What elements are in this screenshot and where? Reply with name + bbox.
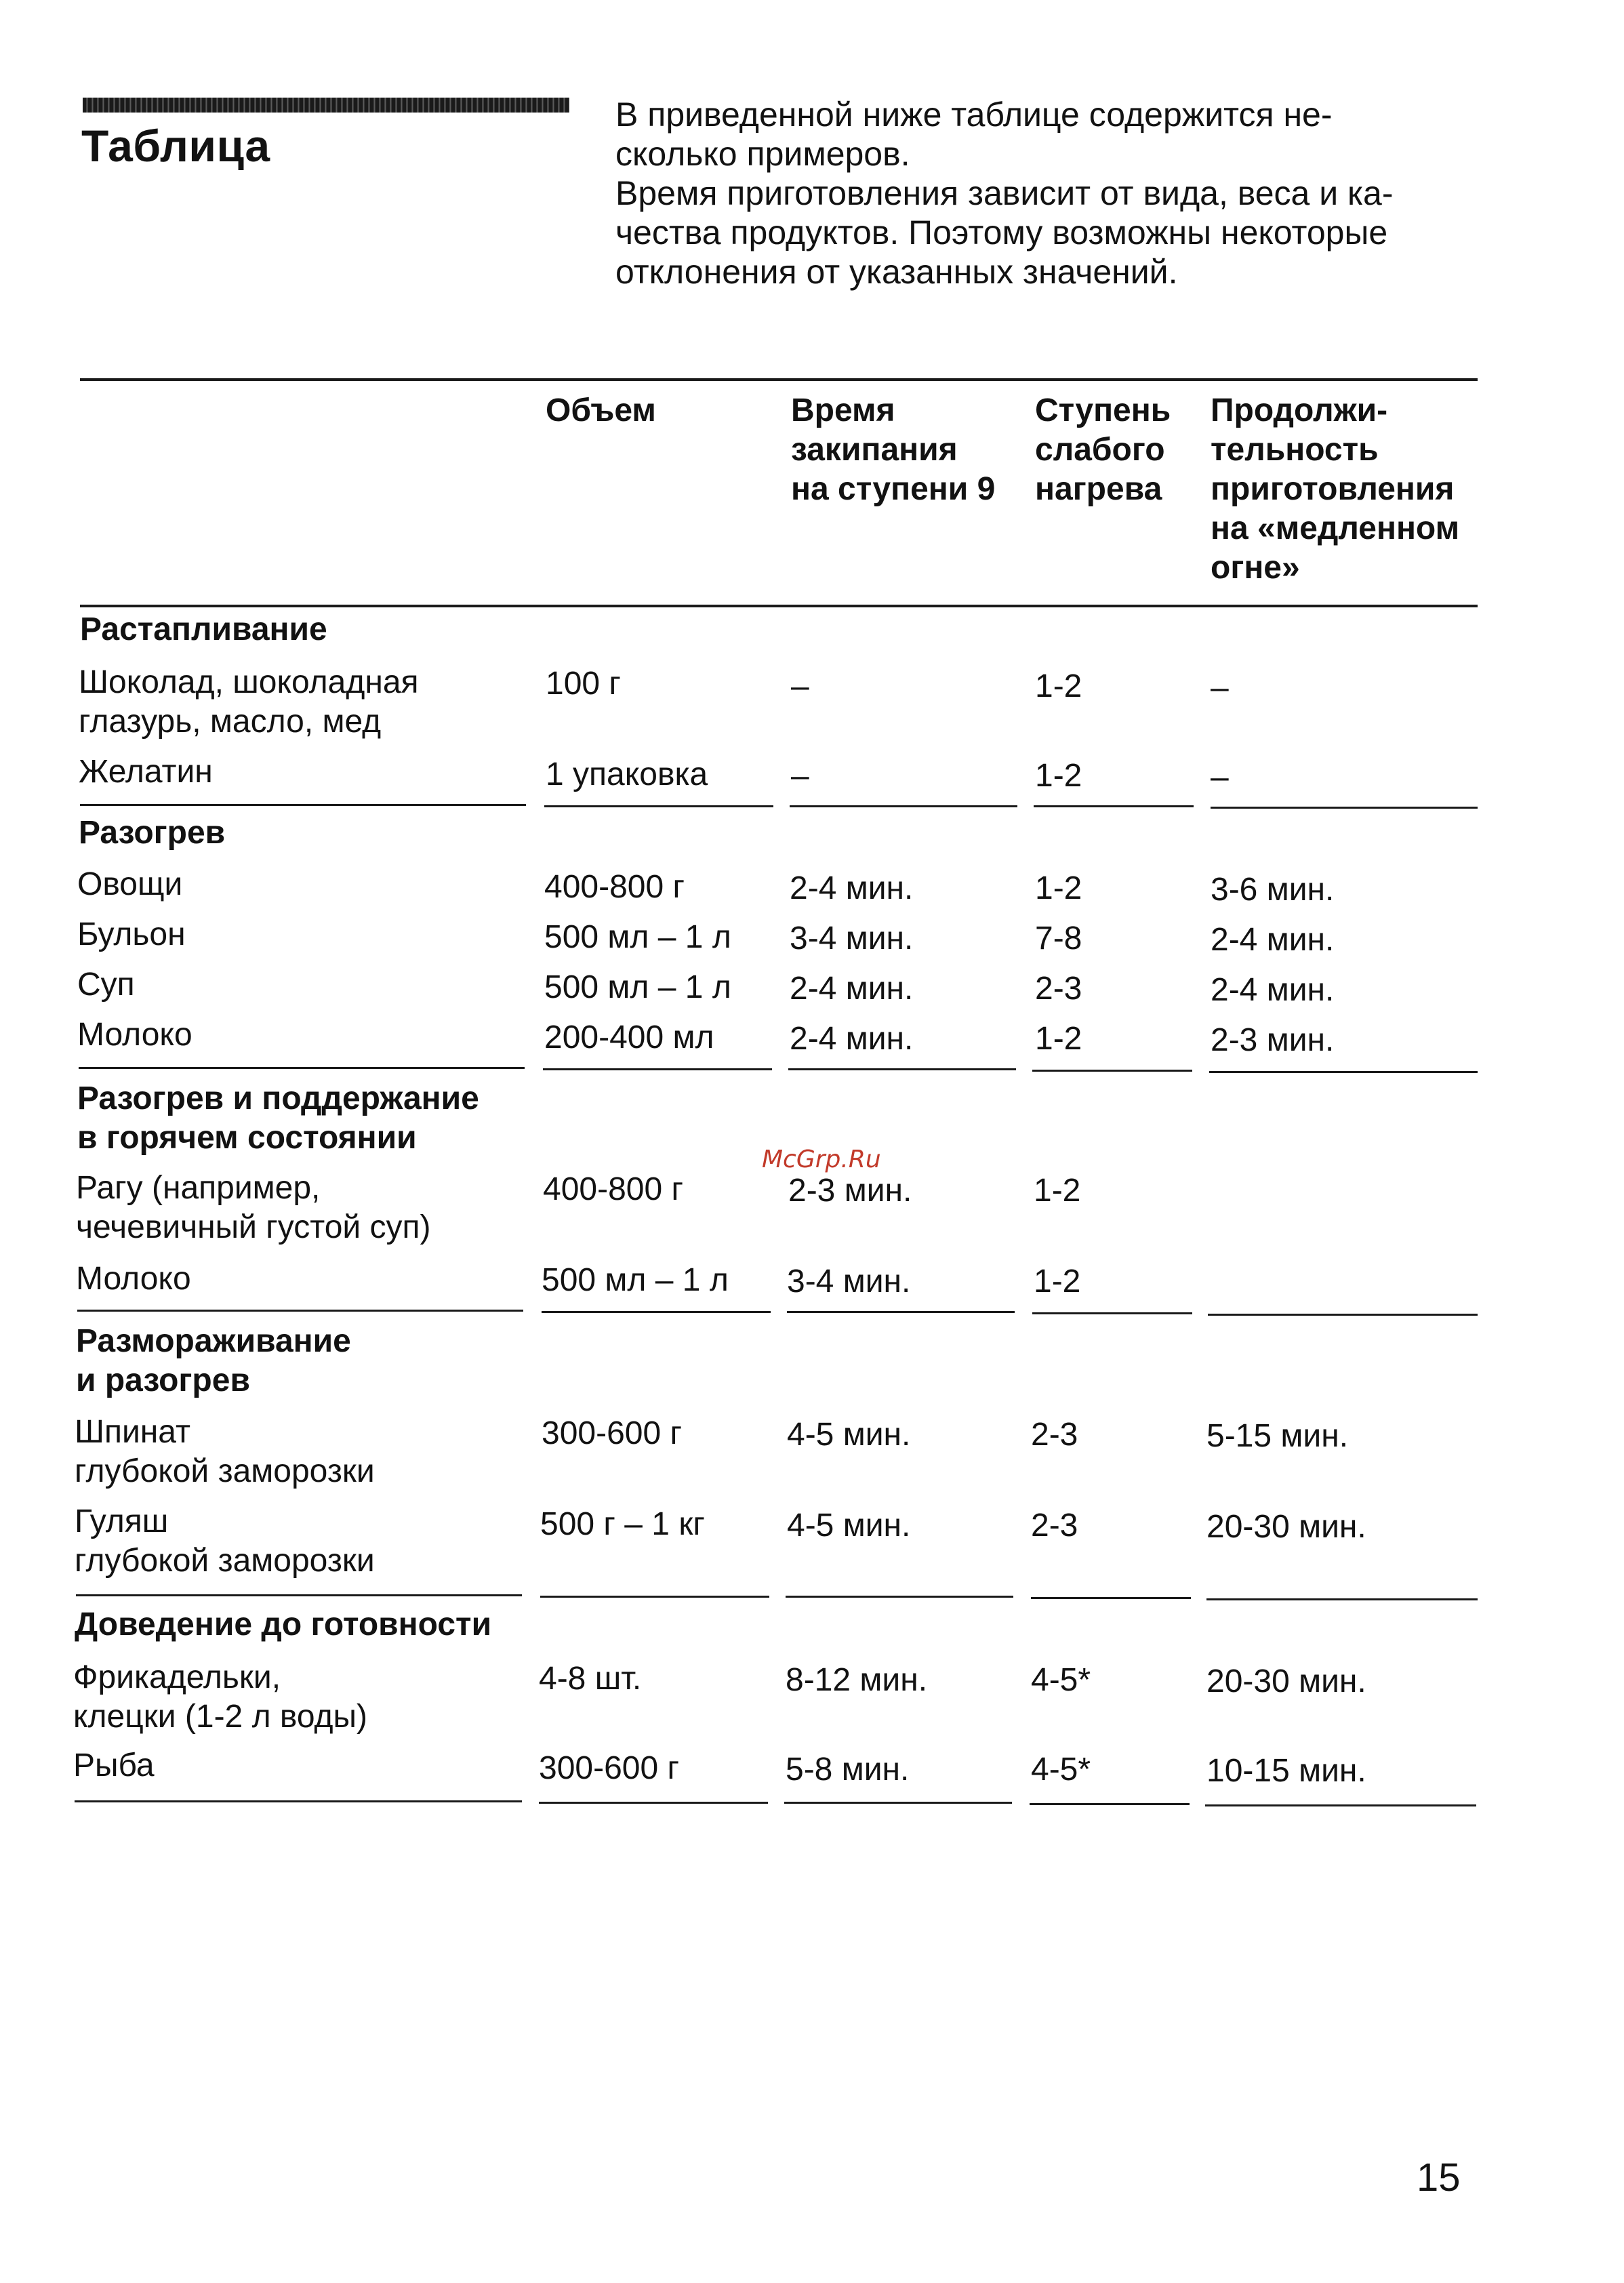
table-cell: Шоколад, шоколадная глазурь, масло, мед: [79, 664, 419, 740]
table-cell: 2-3: [1031, 1508, 1078, 1543]
group-rule: [77, 1310, 523, 1312]
table-cell: –: [791, 758, 809, 794]
table-cell: 5-8 мин.: [786, 1752, 910, 1787]
table-cell: 2-4 мин.: [790, 1021, 914, 1057]
group-rule: [76, 1594, 522, 1596]
category-melting: Растапливание: [80, 611, 327, 647]
table-cell: 4-8 шт.: [539, 1661, 642, 1697]
category-heat-and-keep-warm: Разогрев и поддержание в горячем состоянии: [77, 1080, 479, 1156]
group-rule: [80, 804, 526, 806]
table-cell: 100 г: [546, 666, 621, 702]
table-cell: 2-4 мин.: [1211, 972, 1335, 1008]
table-cell: Овощи: [77, 866, 183, 902]
table-cell: 1-2: [1035, 1021, 1082, 1057]
table-cell: 4-5*: [1031, 1752, 1091, 1787]
table-cell: Рыба: [73, 1747, 155, 1783]
group-rule: [1209, 1071, 1478, 1073]
group-rule: [1031, 1597, 1191, 1599]
table-cell: 20-30 мин.: [1206, 1509, 1366, 1545]
group-rule: [1032, 1312, 1192, 1314]
table-cell: 300-600 г: [539, 1750, 679, 1786]
table-cell: 7-8: [1035, 921, 1082, 956]
table-cell: 400-800 г: [544, 869, 685, 905]
group-rule: [540, 1596, 769, 1598]
table-cell: 2-3: [1031, 1417, 1078, 1453]
group-rule: [1211, 807, 1478, 809]
table-cell: 2-3 мин.: [1211, 1022, 1335, 1058]
table-cell: Шпинат глубокой заморозки: [75, 1414, 375, 1489]
table-cell: Гуляш глубокой заморозки: [75, 1503, 375, 1579]
table-cell: 3-4 мин.: [790, 921, 914, 956]
table-cell: 20-30 мин.: [1206, 1663, 1366, 1699]
table-cell: 500 г – 1 кг: [540, 1506, 705, 1542]
table-cell: Фрикадельки, клецки (1-2 л воды): [73, 1659, 368, 1735]
table-cell: 2-3: [1035, 971, 1082, 1007]
group-rule: [790, 805, 1017, 807]
group-rule: [542, 1311, 771, 1313]
header-low-heat-level: Ступень слабого нагрева: [1035, 392, 1171, 507]
intro-text: [615, 95, 1476, 291]
header-volume: Объем: [546, 392, 656, 428]
table-top-rule: [80, 378, 1478, 381]
intro-paragraph-1: В приведенной ниже таблице содержится не- сколько примеров.: [615, 96, 1333, 173]
table-cell: 4-5*: [1031, 1662, 1091, 1698]
table-cell: 2-3 мин.: [788, 1173, 912, 1209]
group-rule: [1034, 805, 1194, 807]
group-rule: [79, 1067, 525, 1069]
table-cell: Молоко: [77, 1017, 192, 1053]
table-cell: Рагу (например, чечевичный густой суп): [76, 1170, 431, 1245]
table-cell: 8-12 мин.: [786, 1662, 928, 1698]
header-boil-time: Время закипания на ступени 9: [791, 392, 996, 507]
group-rule: [1032, 1070, 1192, 1072]
group-rule: [786, 1596, 1013, 1598]
group-rule: [1208, 1314, 1478, 1316]
table-cell: 1-2: [1035, 758, 1082, 794]
table-cell: 3-4 мин.: [787, 1264, 911, 1299]
table-cell: 2-4 мин.: [790, 870, 914, 906]
group-rule: [1030, 1803, 1190, 1805]
group-rule: [543, 1068, 772, 1070]
table-cell: Бульон: [77, 916, 186, 952]
table-cell: 3-6 мин.: [1211, 872, 1335, 908]
table-cell: 1 упаковка: [546, 756, 708, 792]
table-cell: Молоко: [76, 1261, 191, 1297]
table-cell: 10-15 мин.: [1206, 1753, 1366, 1789]
table-cell: 1-2: [1034, 1173, 1081, 1209]
table-cell: 400-800 г: [543, 1171, 683, 1207]
table-cell: 500 мл – 1 л: [542, 1262, 729, 1298]
table-cell: 200-400 мл: [544, 1019, 714, 1055]
table-cell: 2-4 мин.: [790, 971, 914, 1007]
title-decorative-bar: [83, 98, 569, 113]
header-slow-cook-duration: Продолжи- тельность приготовления на «медленном огне»: [1211, 392, 1460, 586]
page-number: 15: [1417, 2156, 1461, 2200]
group-rule: [787, 1311, 1015, 1313]
table-cell: Желатин: [79, 754, 213, 790]
category-defrost-and-heat: Размораживание и разогрев: [76, 1323, 351, 1398]
table-cell: 500 мл – 1 л: [544, 969, 731, 1005]
table-cell: 1-2: [1034, 1264, 1081, 1299]
table-cell: 1-2: [1035, 870, 1082, 906]
watermark: McGrp.Ru: [762, 1146, 881, 1173]
table-cell: –: [1211, 670, 1229, 706]
table-cell: –: [791, 668, 809, 704]
table-cell: Суп: [77, 967, 135, 1003]
category-finish-cooking: Доведение до готовности: [75, 1607, 492, 1642]
intro-paragraph-2: Время приготовления зависит от вида, веса и ка- чества продуктов. Поэтому возможны некоторые отклонения от указанных значений.: [615, 174, 1394, 291]
table-cell: –: [1211, 759, 1229, 795]
table-cell: 5-15 мин.: [1206, 1418, 1349, 1454]
table-cell: 2-4 мин.: [1211, 922, 1335, 958]
group-rule: [539, 1802, 768, 1804]
table-cell: 4-5 мин.: [787, 1508, 911, 1543]
page-title: Таблица: [81, 121, 270, 171]
group-rule: [75, 1800, 522, 1802]
table-cell: 300-600 г: [542, 1415, 682, 1451]
group-rule: [1205, 1804, 1476, 1806]
table-header-rule: [80, 605, 1478, 607]
group-rule: [1206, 1598, 1478, 1600]
table-cell: 1-2: [1035, 668, 1082, 704]
group-rule: [784, 1802, 1012, 1804]
category-heating: Разогрев: [79, 815, 226, 851]
group-rule: [788, 1068, 1016, 1070]
group-rule: [544, 805, 773, 807]
table-cell: 4-5 мин.: [787, 1417, 911, 1453]
table-cell: 500 мл – 1 л: [544, 919, 731, 955]
